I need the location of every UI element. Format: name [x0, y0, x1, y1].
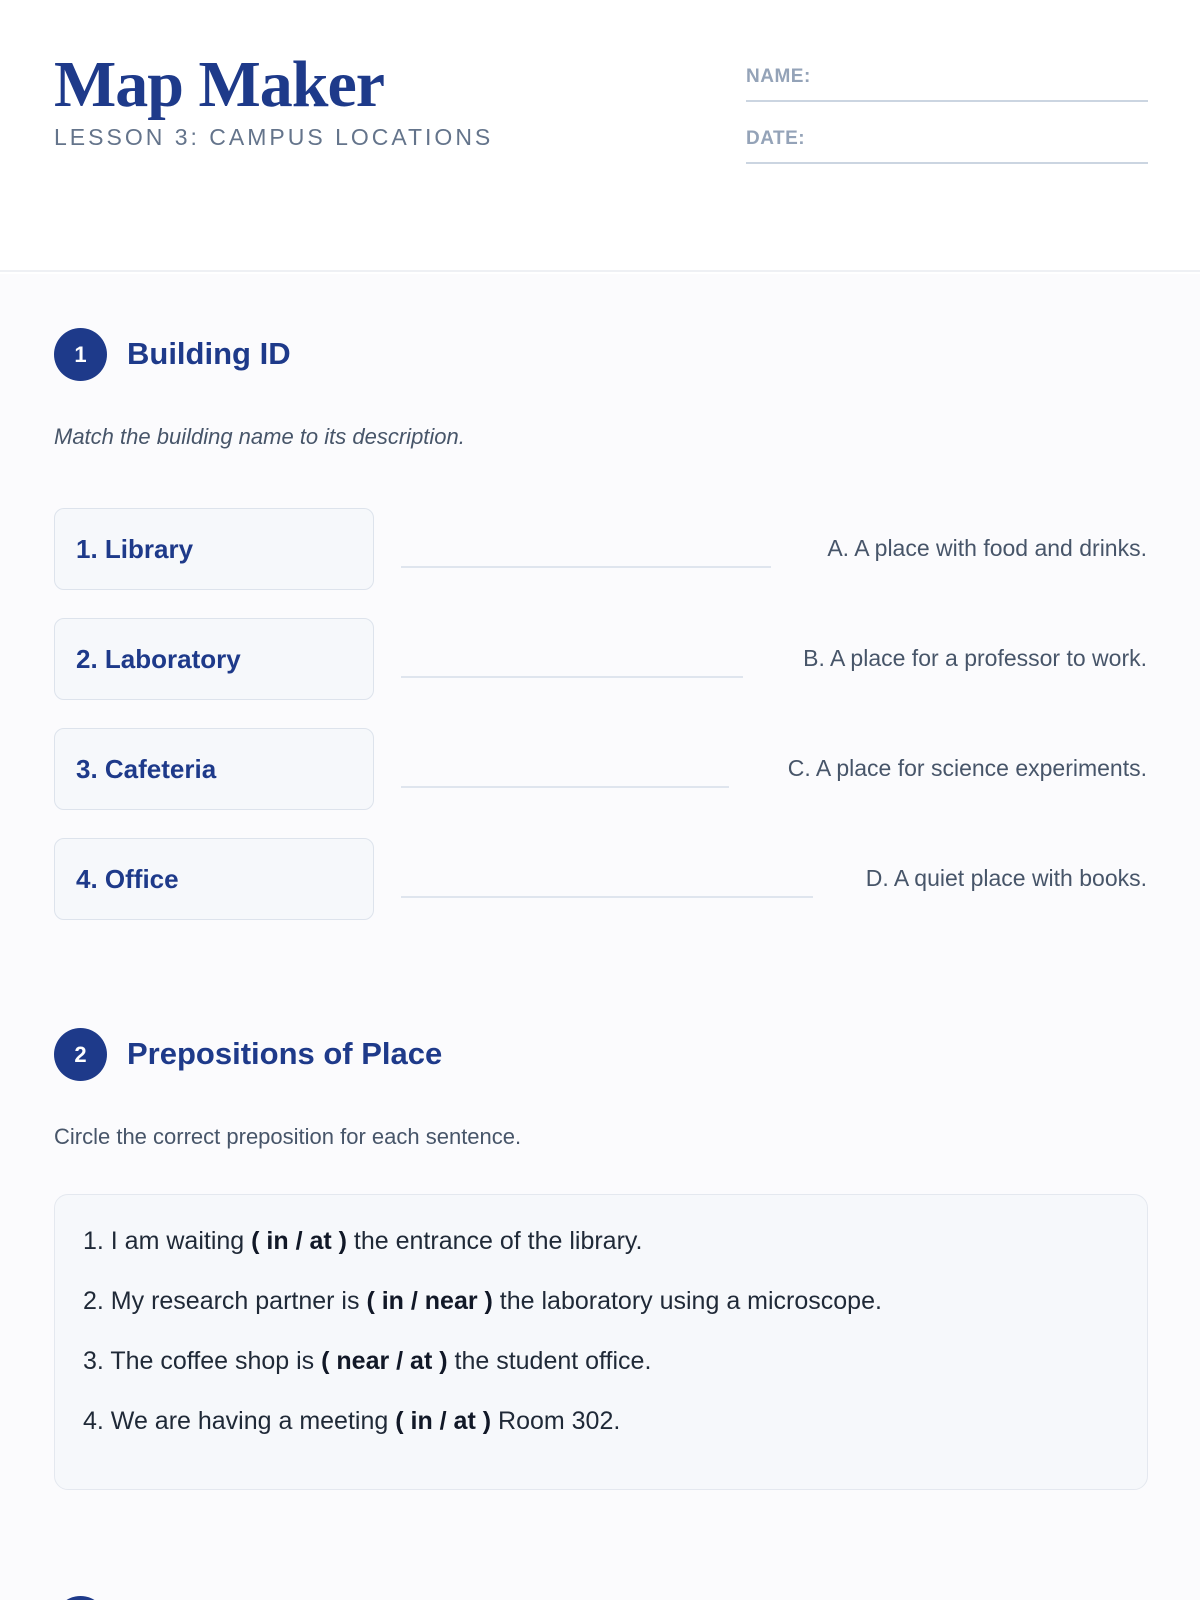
term-label: 2. Laboratory	[76, 644, 241, 674]
preposition-choice[interactable]: ( in / near )	[366, 1287, 493, 1315]
term-card	[54, 508, 374, 590]
date-field[interactable]	[746, 124, 1148, 164]
answer-line[interactable]	[401, 786, 729, 788]
section-number-badge: 1	[54, 328, 107, 381]
sentence-end: the entrance of the library.	[346, 1227, 643, 1255]
section-title: Building ID	[127, 336, 291, 371]
term-card	[54, 618, 374, 700]
name-label: NAME:	[746, 66, 811, 87]
term-label: 1. Library	[76, 534, 194, 564]
answer-line[interactable]	[401, 896, 813, 898]
preposition-choice[interactable]: ( in / at )	[251, 1227, 347, 1255]
section-1-instruction: Match the building name to its description.	[54, 424, 465, 449]
sentence-item	[83, 1407, 620, 1436]
section-2-instruction: Circle the correct preposition for each sentence.	[54, 1124, 522, 1149]
date-label: DATE:	[746, 128, 806, 149]
term-label: 3. Cafeteria	[76, 754, 217, 784]
sentence-card	[54, 1194, 1148, 1490]
term-card	[54, 728, 374, 810]
sentence-start: 3. The coffee shop is	[83, 1347, 322, 1375]
sentence-start: 1. I am waiting	[83, 1227, 252, 1255]
description-text: B. A place for a professor to work.	[803, 645, 1147, 671]
answer-line[interactable]	[401, 676, 743, 678]
preposition-choice[interactable]: ( in / at )	[395, 1407, 492, 1435]
sentence-item	[83, 1227, 643, 1256]
section-title: Prepositions of Place	[127, 1036, 443, 1071]
preposition-choice[interactable]: ( near / at )	[321, 1347, 448, 1375]
sentence-end: Room 302.	[491, 1407, 621, 1435]
sentence-item	[83, 1347, 651, 1376]
sentence-start: 2. My research partner is	[83, 1287, 367, 1315]
lesson-subtitle: LESSON 3: CAMPUS LOCATIONS	[54, 124, 494, 150]
description-text: A. A place with food and drinks.	[827, 535, 1147, 561]
name-field[interactable]	[746, 62, 1148, 102]
section-number-badge: 2	[54, 1028, 107, 1081]
sentence-start: 4. We are having a meeting	[83, 1407, 396, 1435]
description-text: D. A quiet place with books.	[865, 865, 1147, 891]
sentence-end: the student office.	[447, 1347, 652, 1375]
sentence-end: the laboratory using a microscope.	[492, 1287, 882, 1315]
answer-line[interactable]	[401, 566, 771, 568]
term-label: 4. Office	[76, 864, 179, 894]
sentence-item	[83, 1287, 882, 1316]
worksheet-header	[0, 0, 1200, 272]
worksheet-title: Map Maker	[54, 48, 385, 121]
term-card	[54, 838, 374, 920]
description-text: C. A place for science experiments.	[787, 755, 1147, 781]
